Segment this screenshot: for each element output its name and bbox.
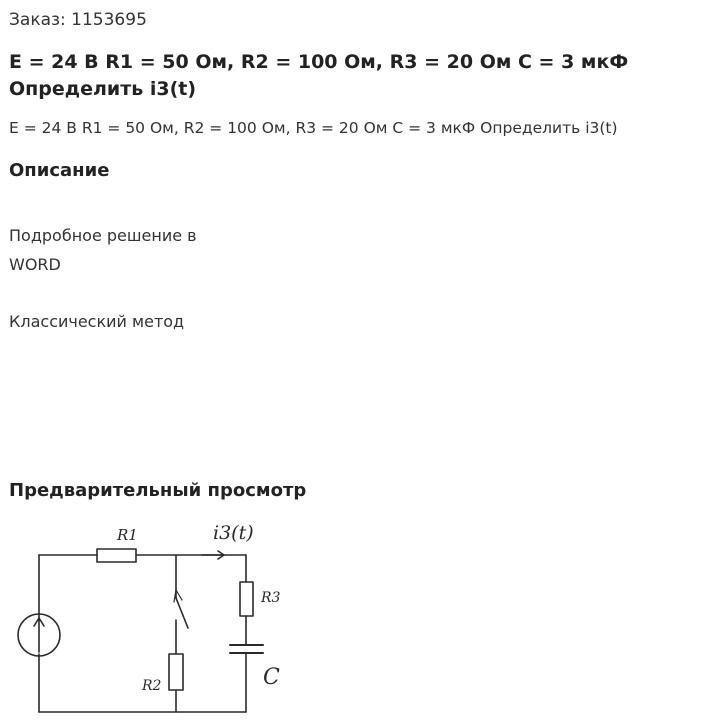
current-arrow-icon	[202, 551, 224, 559]
label-c: C	[263, 665, 280, 690]
label-r3: R3	[261, 590, 281, 606]
description-heading: Описание	[9, 160, 110, 181]
page-title	[9, 49, 689, 103]
page-subtitle: E = 24 В R1 = 50 Ом, R2 = 100 Ом, R3 = 20 Ом C = 3 мкФ Определить i3(t)	[9, 119, 618, 137]
description-line-1: Подробное решение в	[9, 226, 197, 245]
label-current: i3(t)	[213, 522, 254, 544]
preview-heading: Предварительный просмотр	[9, 480, 307, 501]
label-r2: R2	[142, 678, 162, 694]
page-title-line-2: Определить i3(t)	[9, 78, 197, 100]
source-arrow-icon	[34, 618, 44, 652]
order-number: Заказ: 1153695	[9, 10, 147, 30]
resistor-r1	[97, 549, 136, 562]
resistor-r2	[169, 654, 183, 690]
circuit-preview-image	[0, 508, 701, 728]
switch-blade	[176, 598, 188, 628]
switch-arrow-icon	[174, 590, 182, 602]
resistor-r3	[240, 582, 253, 616]
description-line-2: WORD	[9, 255, 61, 274]
label-r1: R1	[117, 526, 138, 544]
page-title-line-1: E = 24 В R1 = 50 Ом, R2 = 100 Ом, R3 = 20 Ом C = 3 мкФ	[9, 51, 629, 73]
description-line-3: Классический метод	[9, 312, 185, 331]
